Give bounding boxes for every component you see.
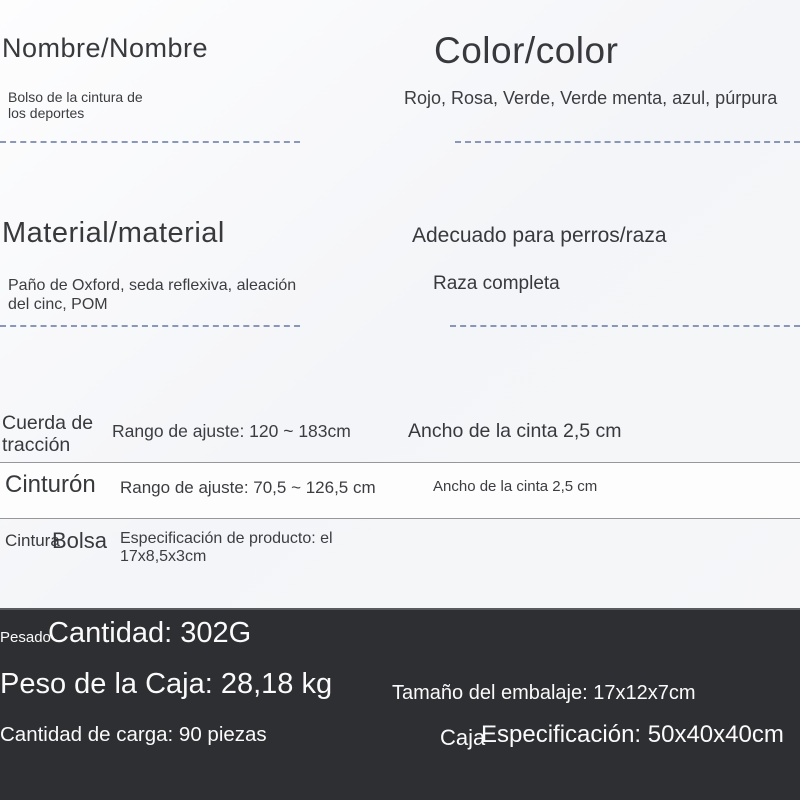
load-quantity-value: Cantidad de carga: 90 piezas bbox=[0, 723, 267, 746]
box-weight-value: Peso de la Caja: 28,18 kg bbox=[0, 668, 333, 700]
divider-dashed-name bbox=[0, 141, 300, 143]
divider-dashed-color bbox=[455, 141, 800, 143]
name-section-title: Nombre/Nombre bbox=[2, 33, 209, 63]
package-size-value: Tamaño del embalaje: 17x12x7cm bbox=[392, 682, 696, 704]
belt-strap-width: Ancho de la cinta 2,5 cm bbox=[433, 478, 598, 495]
material-section-title: Material/material bbox=[2, 217, 225, 249]
traction-rope-range: Rango de ajuste: 120 ~ 183cm bbox=[112, 421, 351, 441]
box-spec-value: Especificación: 50x40x40cm bbox=[481, 721, 784, 748]
material-value: Paño de Oxford, seda reflexiva, aleación del cinc, POM bbox=[8, 277, 297, 314]
weight-label-overlap: Pesado bbox=[0, 629, 51, 646]
packing-info-panel bbox=[0, 608, 800, 800]
box-label-overlap: Caja bbox=[440, 725, 486, 750]
traction-rope-strap-width: Ancho de la cinta 2,5 cm bbox=[408, 420, 622, 442]
divider-dashed-material bbox=[0, 325, 300, 327]
breed-section-title: Adecuado para perros/raza bbox=[412, 224, 667, 247]
color-section-title: Color/color bbox=[434, 30, 619, 71]
belt-range: Rango de ajuste: 70,5 ~ 126,5 cm bbox=[120, 478, 376, 497]
bag-label-overlap: Bolsa bbox=[52, 528, 108, 553]
breed-value: Raza completa bbox=[433, 273, 560, 294]
divider-dashed-breed bbox=[450, 325, 800, 327]
traction-rope-label: Cuerda de tracción bbox=[2, 412, 94, 456]
unit-weight-value: Cantidad: 302G bbox=[48, 617, 252, 649]
belt-label: Cinturón bbox=[5, 471, 96, 498]
color-value: Rojo, Rosa, Verde, Verde menta, azul, púrpura bbox=[404, 88, 778, 108]
name-value: Bolso de la cintura de los deportes bbox=[8, 89, 143, 122]
bag-product-spec: Especificación de producto: el 17x8,5x3cm bbox=[120, 530, 333, 566]
waist-label-overlap: Cintura bbox=[5, 531, 60, 550]
row-divider-top bbox=[0, 462, 800, 463]
row-divider-bottom bbox=[0, 518, 800, 519]
